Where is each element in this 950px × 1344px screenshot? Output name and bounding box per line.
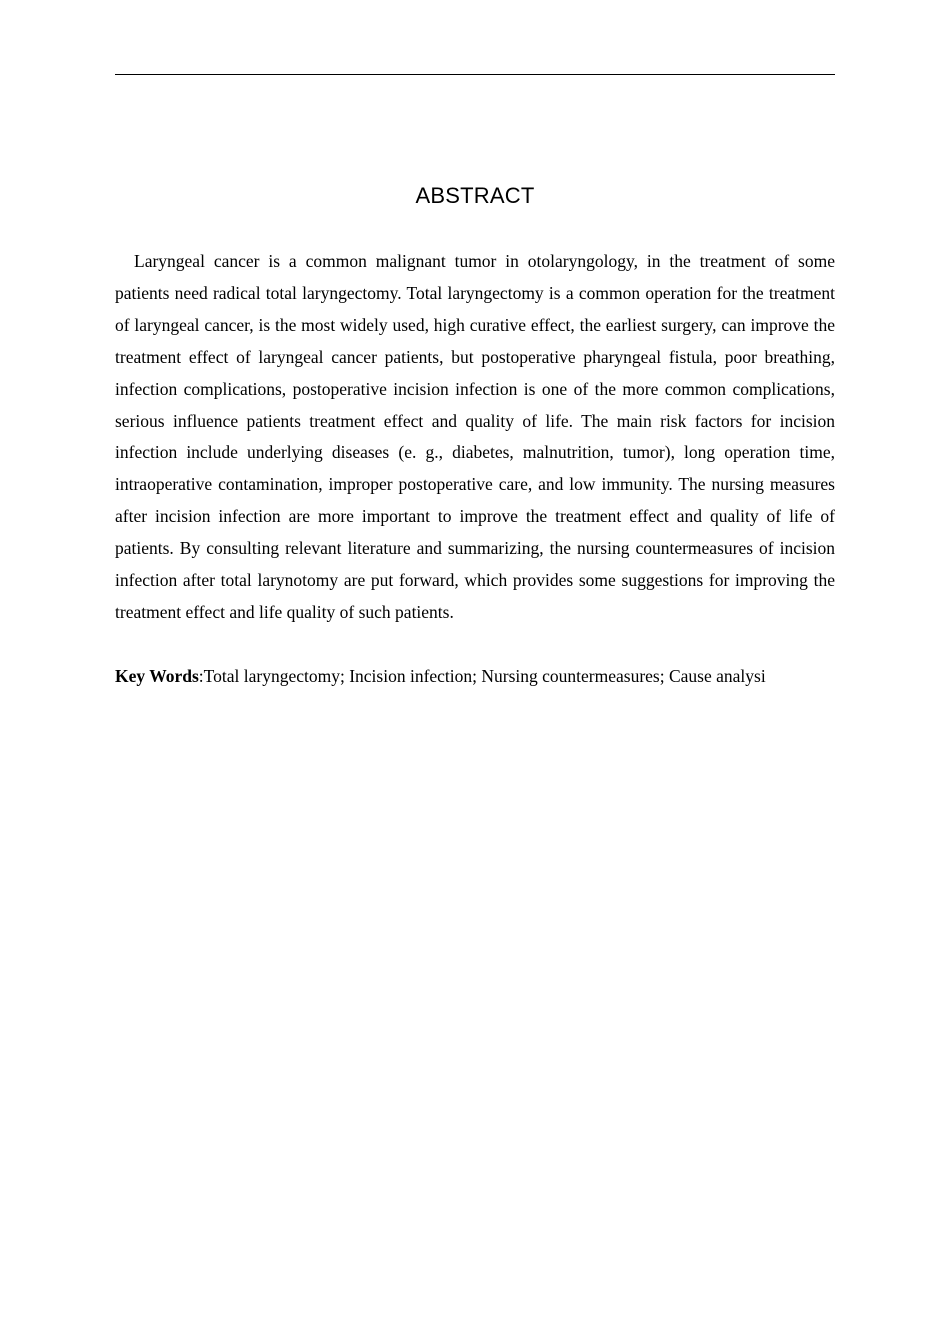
- keywords-line: [115, 661, 845, 693]
- abstract-title: ABSTRACT: [415, 183, 535, 208]
- abstract-body: Laryngeal cancer is a common malignant tumor in otolaryngology, in the treatment of some patients need radical total laryngectomy. Total laryngectomy is a common operation for the treatment of laryngeal cancer, is the most widely used, high curative effect, the earliest surgery, can improve the treatment effect of laryngeal cancer patients, but postoperative pharyngeal fistula, poor breathing, infection complications, postoperative incision infection is one of the more common complications, serious influence patients treatment effect and quality of life. The main risk factors for incision infection include underlying diseases (e. g., diabetes, malnutrition, tumor), long operation time, intraoperative contamination, improper postoperative care, and low immunity. The nursing measures after incision infection are more important to improve the treatment effect and quality of life of patients. By consulting relevant literature and summarizing, the nursing countermeasures of incision infection after total larynotomy are put forward, which provides some suggestions for improving the treatment effect and life quality of such patients.: [115, 251, 835, 622]
- keywords-text: :Total laryngectomy; Incision infection; Nursing countermeasures; Cause analysi: [198, 666, 766, 686]
- keywords-label: Key Words: [115, 666, 199, 686]
- header-rule: [115, 74, 835, 75]
